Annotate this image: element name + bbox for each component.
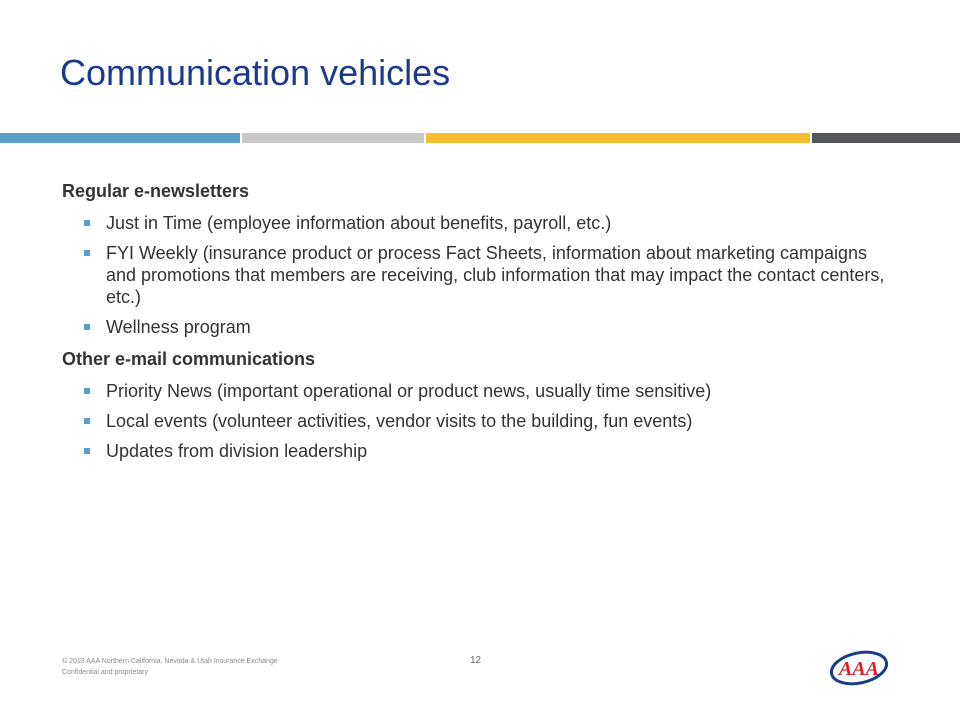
bullet-text: FYI Weekly (insurance product or process Fact Sheets, information about marketing campaigns and promotions that members are receiving, club information that may impact the contact centers, etc.) (106, 243, 885, 307)
section-heading: Other e-mail communications (62, 349, 316, 369)
bullet-list (62, 380, 902, 462)
square-bullet-icon (84, 388, 90, 394)
bullet-item (84, 380, 902, 402)
bullet-list (62, 212, 902, 338)
section-email (62, 346, 902, 462)
aaa-logo-icon (828, 646, 890, 690)
bullet-text: Priority News (important operational or product news, usually time sensitive) (106, 381, 712, 401)
accent-bar-dark (812, 133, 960, 143)
bullet-item (84, 212, 902, 234)
section-newsletters (62, 178, 902, 338)
accent-bar-teal (0, 133, 240, 143)
logo-text: AAA (838, 658, 880, 680)
accent-bar-gold (426, 133, 810, 143)
bullet-text: Just in Time (employee information about benefits, payroll, etc.) (106, 213, 612, 233)
bullet-text: Wellness program (106, 317, 251, 337)
slide-title: Communication vehicles (60, 52, 451, 93)
copyright-text: © 2013 AAA Northern California, Nevada & Utah Insurance Exchange (62, 658, 278, 665)
footer-copyright (62, 656, 402, 678)
bullet-item (84, 316, 902, 338)
bullet-item (84, 440, 902, 462)
bullet-text: Local events (volunteer activities, vendor visits to the building, fun events) (106, 411, 693, 431)
page-number: 12 (470, 655, 482, 666)
confidential-text: Confidential and proprietary (62, 669, 148, 676)
accent-bar-gray (242, 133, 424, 143)
accent-bar (0, 133, 960, 143)
bullet-item (84, 242, 902, 308)
square-bullet-icon (84, 250, 90, 256)
bullet-text: Updates from division leadership (106, 441, 368, 461)
section-heading: Regular e-newsletters (62, 181, 250, 201)
bullet-item (84, 410, 902, 432)
square-bullet-icon (84, 324, 90, 330)
square-bullet-icon (84, 448, 90, 454)
slide-content (62, 178, 902, 470)
square-bullet-icon (84, 220, 90, 226)
square-bullet-icon (84, 418, 90, 424)
